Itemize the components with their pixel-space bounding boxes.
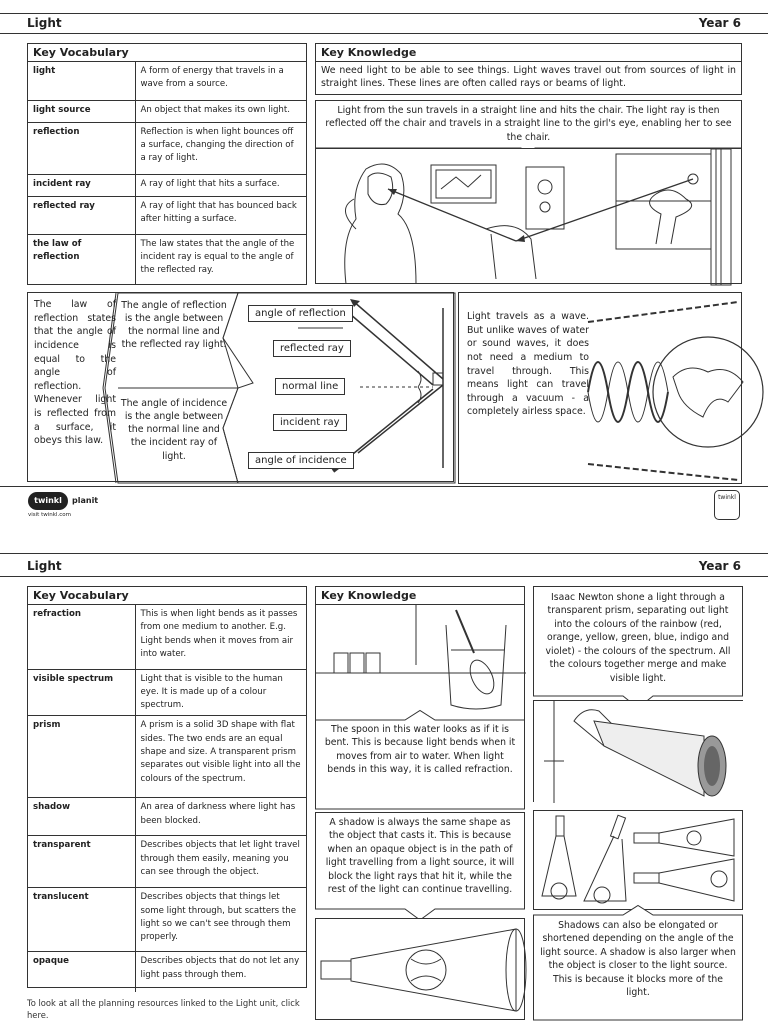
twinkl-logo[interactable]: twinkl (28, 492, 68, 510)
vocab-def: A ray of light that hits a surface. (135, 174, 306, 196)
label-angle-reflection: angle of reflection (248, 305, 353, 322)
vocab-term: translucent (28, 888, 135, 952)
chair-text: Light from the sun travels in a straight line and hits the chair. The light ray is then reflected off the chair and travels in a straight line to the girl's eye, enabling her to see the chair. (325, 105, 732, 143)
newton-text: Isaac Newton shone a light through a transparent prism, separating out light into the colours of the rainbow (red, orange, yellow, green, blue, indigo and violet) - the colours of the spectrum. All the colours together merge and make visible light. (545, 592, 731, 684)
label-reflected-ray: reflected ray (273, 340, 351, 357)
torches-illustration (533, 810, 743, 910)
vocab-def: The law states that the angle of the incident ray is equal to the angle of the reflected ray. (135, 234, 306, 284)
vocab-table (28, 62, 306, 284)
torch-svg (316, 919, 526, 1021)
vocab-row (28, 100, 306, 122)
law-text: The law of reflection states that the angle of incidence is equal to the angle of reflection. Whenever light is reflected from a surface, it obeys this law. (34, 299, 116, 447)
vocab-def: Describes objects that do not let any light pass through them. (135, 952, 306, 992)
vocab2-box (27, 586, 307, 988)
room-svg (316, 149, 743, 285)
footer-url[interactable]: visit twinkl.com (28, 512, 71, 518)
vocab-term: light (28, 62, 135, 100)
knowledge-box (315, 43, 742, 95)
header2-year: Year 6 (698, 559, 741, 573)
header2-rule-top (0, 553, 768, 554)
planning-link[interactable]: To look at all the planning resources linked to the Light unit, click here. (27, 998, 300, 1021)
vocab-def: Describes objects that things let some light through, but scatters the light so we can't see through them properly. (135, 888, 306, 952)
vocab2-title: Key Vocabulary (28, 587, 306, 605)
vocab2-table (28, 605, 306, 992)
torch-ball-illustration (315, 918, 525, 1020)
angle-incidence-text: The angle of incidence is the angle between the normal line and the incident ray of light. (120, 398, 228, 462)
vocab2-row (28, 952, 306, 992)
header-title: Light (27, 16, 62, 30)
vocab-term: visible spectrum (28, 669, 135, 716)
vocab2-row (28, 888, 306, 952)
vocab-term: reflected ray (28, 196, 135, 234)
vocab-def: A ray of light that has bounced back after hitting a surface. (135, 196, 306, 234)
vocab-def: Light that is visible to the human eye. It is made up of a colour spectrum. (135, 669, 306, 716)
header2-rule-bottom (0, 576, 768, 577)
wave-text: Light travels as a wave. But unlike waves of water or sound waves, it does not need a medium to travel through. This means light can travel through a vacuum - a completely airless space. (467, 311, 589, 418)
vocab-def: An area of darkness where light has been blocked. (135, 798, 306, 836)
vocab-box (27, 43, 307, 285)
label-incident-ray: incident ray (273, 414, 347, 431)
vocab-term: the law of reflection (28, 234, 135, 284)
vocab-term: incident ray (28, 174, 135, 196)
prism-illustration (533, 700, 743, 802)
header-rule-top (0, 13, 768, 14)
label-angle-incidence: angle of incidence (248, 452, 354, 469)
vocab-term: refraction (28, 605, 135, 669)
vocab-term: reflection (28, 122, 135, 174)
header-rule-bottom (0, 33, 768, 34)
header-year: Year 6 (698, 16, 741, 30)
badge-text: twinkl (718, 494, 736, 501)
vocab-def: A prism is a solid 3D shape with flat sides. The two ends are an equal shape and size. A transparent prism separates out visible light into all the colours of the spectrum. (135, 716, 306, 798)
spoon-text: The spoon in this water looks as if it is bent. This is because light bends when it moves from air to water. When light bends in this way, it is called refraction. (324, 724, 516, 776)
vocab-row (28, 122, 306, 174)
vocab-def: A form of energy that travels in a wave from a source. (140, 66, 284, 90)
spoon-box (315, 586, 525, 724)
vocab-row (28, 62, 306, 100)
vocab-term: transparent (28, 836, 135, 888)
vocab2-row (28, 605, 306, 669)
room-illustration (315, 148, 742, 284)
vocab-row (28, 234, 306, 284)
vocab-term: opaque (28, 952, 135, 992)
vocab2-row (28, 669, 306, 716)
prism-svg (534, 701, 744, 803)
vocab-row (28, 196, 306, 234)
vocab-term: light source (28, 100, 135, 122)
vocab2-row (28, 836, 306, 888)
label-normal-line: normal line (275, 378, 345, 395)
angle-reflection-text: The angle of reflection is the angle between the normal line and the reflected ray light. (121, 300, 227, 351)
vocab-term: prism (28, 716, 135, 798)
vocab-term: shadow (28, 798, 135, 836)
footer-rule (0, 486, 768, 487)
vocab-def: An object that makes its own light. (135, 100, 306, 122)
vocab-def: Describes objects that let light travel through them easily, meaning you can see through the object. (135, 836, 306, 888)
planit-label: planit (72, 496, 99, 505)
header2-title: Light (27, 559, 62, 573)
reflection-panel (27, 292, 454, 482)
knowledge-title: Key Knowledge (316, 44, 741, 62)
shadows-text: Shadows can also be elongated or shortened depending on the angle of the light source. A shadow is also larger when the object is closer to the light source. This is because it blocks more of the light. (540, 920, 736, 999)
vocab-def: This is when light bends as it passes from one medium to another. E.g. Light bends when it moves from air into water. (140, 609, 298, 659)
vocab2-row (28, 716, 306, 798)
knowledge2-title: Key Knowledge (316, 587, 524, 605)
torches-svg (534, 811, 744, 911)
shadow-text: A shadow is always the same shape as the object that casts it. This is because when an opaque object is in the path of light travelling from a light source, it will block the light rays that hit it, while the rest of the light can continue travelling. (325, 817, 515, 896)
vocab-def: Reflection is when light bounces off a surface, changing the direction of a ray of light. (135, 122, 306, 174)
knowledge-text: We need light to be able to see things. Light waves travel out from sources of light in straight lines. These lines are often called rays or beams of light. (321, 65, 736, 90)
vocab-title: Key Vocabulary (28, 44, 306, 62)
vocab-row (28, 174, 306, 196)
vocab2-row (28, 798, 306, 836)
quality-badge (714, 490, 740, 520)
spoon-svg (316, 605, 526, 723)
